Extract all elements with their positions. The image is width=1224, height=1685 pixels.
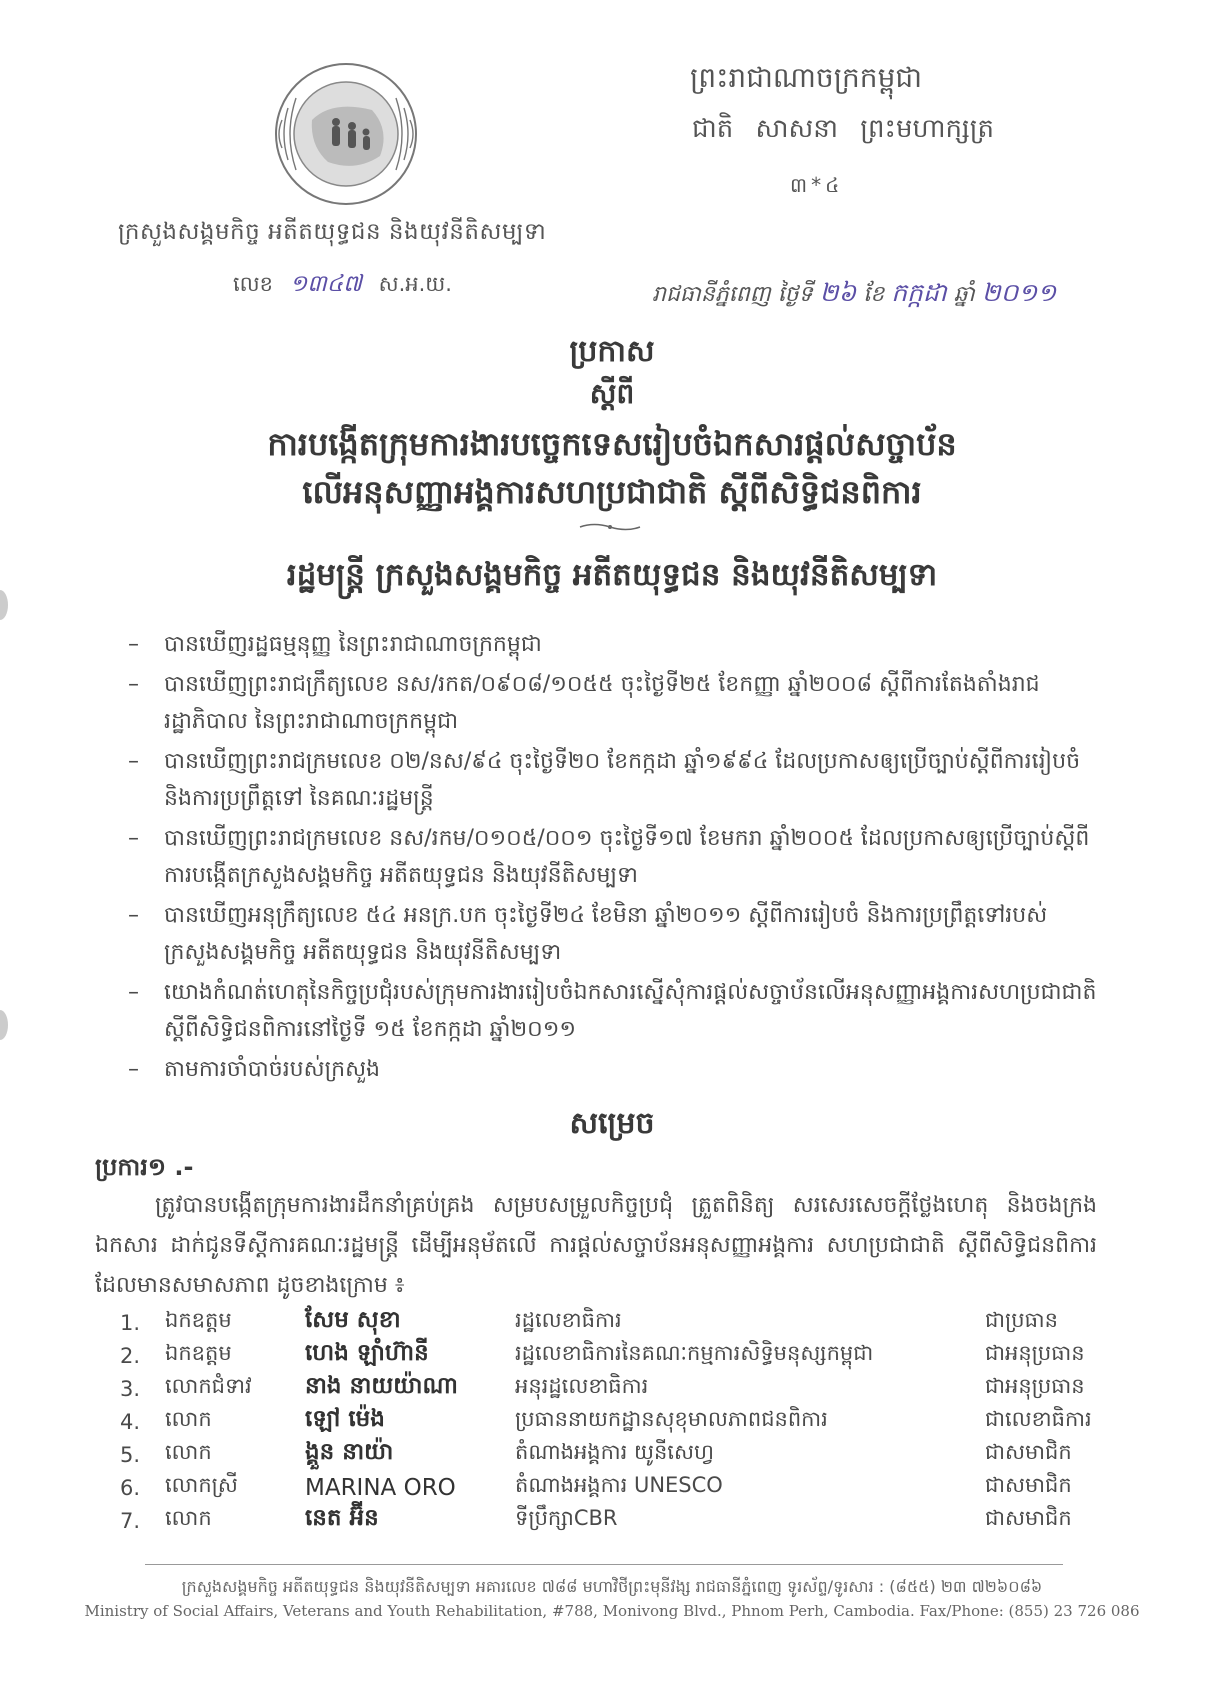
member-name: នាង នាយយ៉ាណា: [305, 1373, 458, 1399]
title-regarding: ស្តីពី: [589, 377, 635, 410]
member-position: ទីប្រឹក្សាCBR: [515, 1506, 618, 1530]
member-title: លោកជំទាវ: [165, 1374, 252, 1398]
member-role: ជាប្រធាន: [985, 1308, 1058, 1332]
decision-heading: សម្រេច: [569, 1106, 655, 1141]
member-name: ហេង ឡាំហ៊ានី: [305, 1340, 429, 1366]
members-table-body: [120, 1306, 1110, 1537]
member-title: ឯកឧត្តម: [165, 1308, 232, 1332]
member-position: អនុរដ្ឋលេខាធិការ: [515, 1374, 649, 1398]
member-row: [120, 1471, 1110, 1504]
reference-prefix: លេខ: [233, 272, 273, 296]
member-title: ឯកឧត្តម: [165, 1341, 232, 1365]
considerations-list: [128, 626, 1098, 1091]
ornamental-divider: [578, 522, 642, 532]
member-row: [120, 1339, 1110, 1372]
article-1-body: ត្រូវបានបង្កើតក្រុមការងារដឹកនាំគ្រប់គ្រង សម្របសម្រួលកិច្ចប្រជុំ ត្រួតពិនិត្យ សរសេរសេចក្តីថ្លែងហេតុ និងចងក្រងឯកសារ ដាក់ជូនទីស្តីការគណៈរដ្ឋមន្ត្រី ដើម្បីអនុម័តលើ ការផ្តល់សច្ចាប័នអនុសញ្ញាអង្គការ សហប្រជាជាតិ ស្តីពីសិទ្ធិជនពិការ ដែលមានសមាសភាព ដូចខាងក្រោម ៖: [95, 1193, 1097, 1298]
footer-address-english: Ministry of Social Affairs, Veterans and Youth Rehabilitation, #788, Monivong Blvd., Phnom Perh, Cambodia. Fax/Phone: (855) 23 726 086: [84, 1602, 1140, 1620]
date-month-label: ខែ: [863, 282, 885, 307]
member-position: តំណាងអង្គការ យូនីសេហ្វ: [515, 1440, 714, 1464]
consideration-item: – បានឃើញព្រះរាជក្រឹត្យលេខ នស/រកត/០៩០៨/១០៥៥ ចុះថ្ងៃទី២៥ ខែកញ្ញា ឆ្នាំ២០០៨ ស្តីពីការតែងតាំងរាជរដ្ឋាភិបាល នៃព្រះរាជាណាចក្រកម្ពុជា: [128, 666, 1098, 740]
member-row: [120, 1372, 1110, 1405]
consideration-item: – បានឃើញរដ្ឋធម្មនុញ្ញ នៃព្រះរាជាណាចក្រកម្ពុជា: [128, 626, 1098, 663]
member-position: ប្រធាននាយកដ្ឋានសុខុមាលភាពជនពិការ: [515, 1407, 828, 1431]
member-position: តំណាងអង្គការ UNESCO: [515, 1473, 723, 1497]
member-name: ឡៅ ម៉េង: [305, 1406, 385, 1432]
member-title: លោក: [165, 1440, 212, 1464]
member-role: ជាអនុប្រធាន: [985, 1374, 1085, 1398]
member-position: រដ្ឋលេខាធិការនៃគណៈកម្មការសិទ្ធិមនុស្សកម្ពុជា: [515, 1341, 874, 1365]
title-subject-line1: ការបង្កើតក្រុមការងារបច្ចេកទេសរៀបចំឯកសារផ្តល់សច្ចាប័ន: [267, 425, 957, 463]
consideration-item: – បានឃើញអនុក្រឹត្យលេខ ៥៤ អនក្រ.បក ចុះថ្ងៃទី២៤ ខែមិនា ឆ្នាំ២០១១ ស្តីពីការរៀបចំ និងការប្រព្រឹត្តទៅរបស់ក្រសួងសង្គមកិច្ច អតីតយុទ្ធជន និងយុវនីតិសម្បទា: [128, 897, 1098, 971]
title-subject-line2: លើអនុសញ្ញាអង្គការសហប្រជាជាតិ ស្តីពីសិទ្ធិជនពិការ: [302, 473, 922, 511]
national-motto: ជាតិ សាសនា ព្រះមហាក្សត្រ: [692, 114, 994, 144]
member-position: រដ្ឋលេខាធិការ: [515, 1308, 622, 1332]
ornament-mark: ៣*៤: [790, 173, 844, 197]
member-row: [120, 1438, 1110, 1471]
member-name: MARINA ORO: [305, 1474, 456, 1501]
member-num: 3.: [120, 1376, 141, 1401]
members-table: [120, 1306, 1110, 1537]
consideration-item: – បានឃើញព្រះរាជក្រមលេខ ០២/នស/៩៤ ចុះថ្ងៃទី២០ ខែកក្កដា ឆ្នាំ១៩៩៤ ដែលប្រកាសឲ្យប្រើច្បាប់ស្តីពីការរៀបចំ និងការប្រព្រឹត្តទៅ នៃគណៈរដ្ឋមន្ត្រី: [128, 743, 1098, 817]
member-role: ជាសមាជិក: [985, 1440, 1072, 1464]
reference-suffix: ស.អ.យ.: [378, 272, 452, 296]
member-name: ង្គួន នាយ៉ា: [305, 1439, 394, 1465]
member-num: 6.: [120, 1475, 141, 1500]
ministry-name-header: ក្រសួងសង្គមកិច្ច អតីតយុទ្ធជន និងយុវនីតិសម្បទា: [118, 219, 547, 245]
kingdom-heading: ព្រះរាជាណាចក្រកម្ពុជា: [690, 61, 923, 94]
date-month-handwritten: កក្កដា: [891, 278, 947, 307]
member-num: 5.: [120, 1442, 141, 1467]
member-row: [120, 1306, 1110, 1339]
consideration-item: – តាមការចាំបាច់របស់ក្រសួង: [128, 1051, 1098, 1088]
member-role: ជាសមាជិក: [985, 1473, 1072, 1497]
punch-hole-mark: [0, 1010, 8, 1040]
date-day-handwritten: ២៦: [819, 278, 857, 307]
reference-number: [233, 270, 452, 303]
member-title: លោក: [165, 1407, 212, 1431]
member-role: ជាលេខាធិការ: [985, 1407, 1092, 1431]
member-name: នេត អ៊ីន: [305, 1505, 379, 1531]
consideration-item: – យោងកំណត់ហេតុនៃកិច្ចប្រជុំរបស់ក្រុមការងាររៀបចំឯកសារស្នើសុំការផ្តល់សច្ចាប័នលើអនុសញ្ញាអង្គការសហប្រជាជាតិស្តីពីសិទ្ធិជនពិការនៅថ្ងៃទី ១៥ ខែកក្កដា ឆ្នាំ២០១១: [128, 974, 1098, 1048]
member-num: 4.: [120, 1409, 141, 1434]
reference-number-handwritten: ១៣៤៧: [289, 271, 362, 297]
member-name: សែម សុខា: [305, 1307, 401, 1333]
member-num: 2.: [120, 1343, 141, 1368]
date-prefix: រាជធានីភ្នំពេញ ថ្ងៃទី: [652, 282, 813, 307]
date-year-handwritten: ២០១១: [981, 278, 1057, 307]
member-num: 1.: [120, 1310, 141, 1335]
date-year-label: ឆ្នាំ: [953, 282, 975, 307]
ministry-seal-logo: [272, 60, 420, 208]
member-num: 7.: [120, 1508, 141, 1533]
member-title: លោក: [165, 1506, 212, 1530]
minister-heading: រដ្ឋមន្ត្រី ក្រសួងសង្គមកិច្ច អតីតយុទ្ធជន និងយុវនីតិសម្បទា: [286, 557, 938, 593]
consideration-item: – បានឃើញព្រះរាជក្រមលេខ នស/រកម/០១០៥/០០១ ចុះថ្ងៃទី១៧ ខែមករា ឆ្នាំ២០០៥ ដែលប្រកាសឲ្យប្រើច្បាប់ស្តីពីការបង្កើតក្រសួងសង្គមកិច្ច អតីតយុទ្ធជន និងយុវនីតិសម្បទា: [128, 820, 1098, 894]
member-title: លោកស្រី: [165, 1473, 238, 1497]
footer-divider: [145, 1564, 1063, 1565]
member-role: ជាអនុប្រធាន: [985, 1341, 1085, 1365]
member-row: [120, 1504, 1110, 1537]
member-row: [120, 1405, 1110, 1438]
article-1-heading: ប្រការ១ .-: [95, 1153, 194, 1181]
date-line: [652, 278, 1056, 314]
title-proclamation: ប្រកាស: [569, 334, 655, 369]
footer-address-khmer: ក្រសួងសង្គមកិច្ច អតីតយុទ្ធជន និងយុវនីតិសម្បទា អគារលេខ ៧៨៨ មហាវិថីព្រះមុនីវង្ស រាជធានីភ្នំពេញ ទូរស័ព្ទ/ទូរសារ : (៨៥៥) ២៣ ៧២៦០៨៦: [181, 1577, 1043, 1596]
member-role: ជាសមាជិក: [985, 1506, 1072, 1530]
